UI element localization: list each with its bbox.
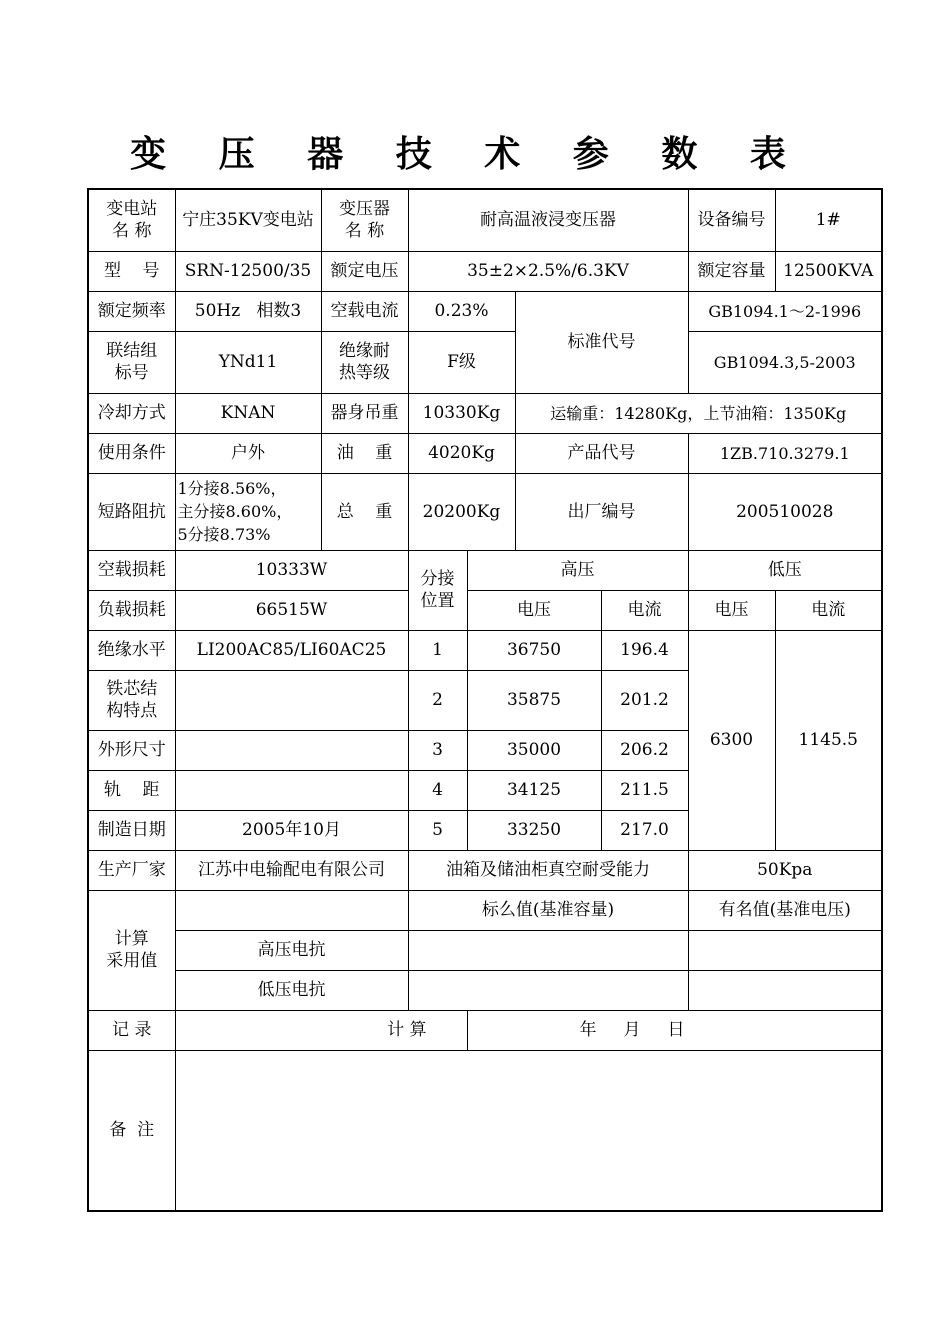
transformer-name-label: 变压器 名 称	[321, 189, 408, 251]
hv-header: 高压	[467, 550, 688, 590]
hv-voltage-header: 电压	[467, 590, 601, 630]
manufacturer-label: 生产厂家	[88, 850, 175, 890]
core-structure-value	[175, 670, 408, 730]
oil-weight-label: 油 重	[321, 433, 408, 473]
noload-current-label: 空载电流	[321, 291, 408, 331]
total-weight-label: 总 重	[321, 473, 408, 550]
hv-reactance-per-unit	[408, 930, 688, 970]
device-number-value: 1#	[775, 189, 882, 251]
model-label: 型 号	[88, 251, 175, 291]
transport-weight-value: 运输重：14280Kg，上节油箱：1350Kg	[515, 393, 882, 433]
noload-loss-value: 10333W	[175, 550, 408, 590]
lv-voltage-value: 6300	[688, 630, 775, 850]
noload-loss-label: 空载损耗	[88, 550, 175, 590]
per-unit-header: 标么值(基准容量)	[408, 890, 688, 930]
page-title: 变 压 器 技 术 参 数 表	[130, 134, 806, 175]
calc-header-blank	[175, 890, 408, 930]
device-number-label: 设备编号	[688, 189, 775, 251]
tap-hv-voltage: 34125	[467, 770, 601, 810]
ohmic-value-header: 有名值(基准电压)	[688, 890, 882, 930]
core-structure-label: 铁芯结 构特点	[88, 670, 175, 730]
insulation-class-value: F级	[408, 331, 515, 393]
transformer-name-value: 耐高温液浸变压器	[408, 189, 688, 251]
manufacture-date-value: 2005年10月	[175, 810, 408, 850]
noload-current-value: 0.23%	[408, 291, 515, 331]
insulation-class-label: 绝缘耐 热等级	[321, 331, 408, 393]
lv-reactance-per-unit	[408, 970, 688, 1010]
rated-capacity-value: 12500KVA	[775, 251, 882, 291]
transformer-spec-table	[87, 188, 883, 1212]
lv-header: 低压	[688, 550, 882, 590]
tap-hv-current: 201.2	[601, 670, 688, 730]
tap-position: 5	[408, 810, 467, 850]
insulation-level-label: 绝缘水平	[88, 630, 175, 670]
core-lift-weight-label: 器身吊重	[321, 393, 408, 433]
rated-voltage-label: 额定电压	[321, 251, 408, 291]
tap-position: 2	[408, 670, 467, 730]
remarks-value	[175, 1050, 882, 1211]
record-date: 年 月 日	[467, 1010, 882, 1050]
vector-group-value: YNd11	[175, 331, 321, 393]
hv-reactance-label: 高压电抗	[175, 930, 408, 970]
product-code-label: 产品代号	[515, 433, 688, 473]
rated-capacity-label: 额定容量	[688, 251, 775, 291]
manufacture-date-label: 制造日期	[88, 810, 175, 850]
short-circuit-impedance-value: 1分接8.56%， 主分接8.60%， 5分接8.73%	[175, 473, 321, 550]
tap-position: 4	[408, 770, 467, 810]
tap-hv-voltage: 35000	[467, 730, 601, 770]
lv-current-header: 电流	[775, 590, 882, 630]
tap-hv-voltage: 33250	[467, 810, 601, 850]
tap-position: 3	[408, 730, 467, 770]
usage-condition-value: 户外	[175, 433, 321, 473]
dimensions-label: 外形尺寸	[88, 730, 175, 770]
substation-name-label: 变电站 名 称	[88, 189, 175, 251]
lv-reactance-ohmic	[688, 970, 882, 1010]
rated-frequency-value: 50Hz 相数3	[175, 291, 321, 331]
calculated-values-label: 计算 采用值	[88, 890, 175, 1010]
vacuum-withstand-value: 50Kpa	[688, 850, 882, 890]
model-value: SRN-12500/35	[175, 251, 321, 291]
load-loss-value: 66515W	[175, 590, 408, 630]
core-lift-weight-value: 10330Kg	[408, 393, 515, 433]
remarks-label: 备 注	[88, 1050, 175, 1211]
load-loss-label: 负载损耗	[88, 590, 175, 630]
record-calculation: 计 算	[175, 1010, 467, 1050]
tap-hv-voltage: 36750	[467, 630, 601, 670]
usage-condition-label: 使用条件	[88, 433, 175, 473]
rail-gauge-label: 轨 距	[88, 770, 175, 810]
lv-reactance-label: 低压电抗	[175, 970, 408, 1010]
manufacturer-value: 江苏中电输配电有限公司	[175, 850, 408, 890]
factory-number-label: 出厂编号	[515, 473, 688, 550]
hv-current-header: 电流	[601, 590, 688, 630]
tap-hv-current: 217.0	[601, 810, 688, 850]
vector-group-label: 联结组 标号	[88, 331, 175, 393]
tap-hv-current: 211.5	[601, 770, 688, 810]
rated-voltage-value: 35±2×2.5%/6.3KV	[408, 251, 688, 291]
standard-code-value-2: GB1094.3,5-2003	[688, 331, 882, 393]
insulation-level-value: LI200AC85/LI60AC25	[175, 630, 408, 670]
short-circuit-impedance-label: 短路阻抗	[88, 473, 175, 550]
standard-code-value-1: GB1094.1～2-1996	[688, 291, 882, 331]
hv-reactance-ohmic	[688, 930, 882, 970]
lv-current-value: 1145.5	[775, 630, 882, 850]
tap-position-header: 分接 位置	[408, 550, 467, 630]
total-weight-value: 20200Kg	[408, 473, 515, 550]
rated-frequency-label: 额定频率	[88, 291, 175, 331]
cooling-method-label: 冷却方式	[88, 393, 175, 433]
rail-gauge-value	[175, 770, 408, 810]
substation-name-value: 宁庄35KV变电站	[175, 189, 321, 251]
tap-position: 1	[408, 630, 467, 670]
tap-hv-voltage: 35875	[467, 670, 601, 730]
product-code-value: 1ZB.710.3279.1	[688, 433, 882, 473]
factory-number-value: 200510028	[688, 473, 882, 550]
record-label: 记 录	[88, 1010, 175, 1050]
cooling-method-value: KNAN	[175, 393, 321, 433]
tap-hv-current: 196.4	[601, 630, 688, 670]
vacuum-withstand-label: 油箱及储油柜真空耐受能力	[408, 850, 688, 890]
dimensions-value	[175, 730, 408, 770]
standard-code-label: 标准代号	[515, 291, 688, 393]
oil-weight-value: 4020Kg	[408, 433, 515, 473]
lv-voltage-header: 电压	[688, 590, 775, 630]
tap-hv-current: 206.2	[601, 730, 688, 770]
